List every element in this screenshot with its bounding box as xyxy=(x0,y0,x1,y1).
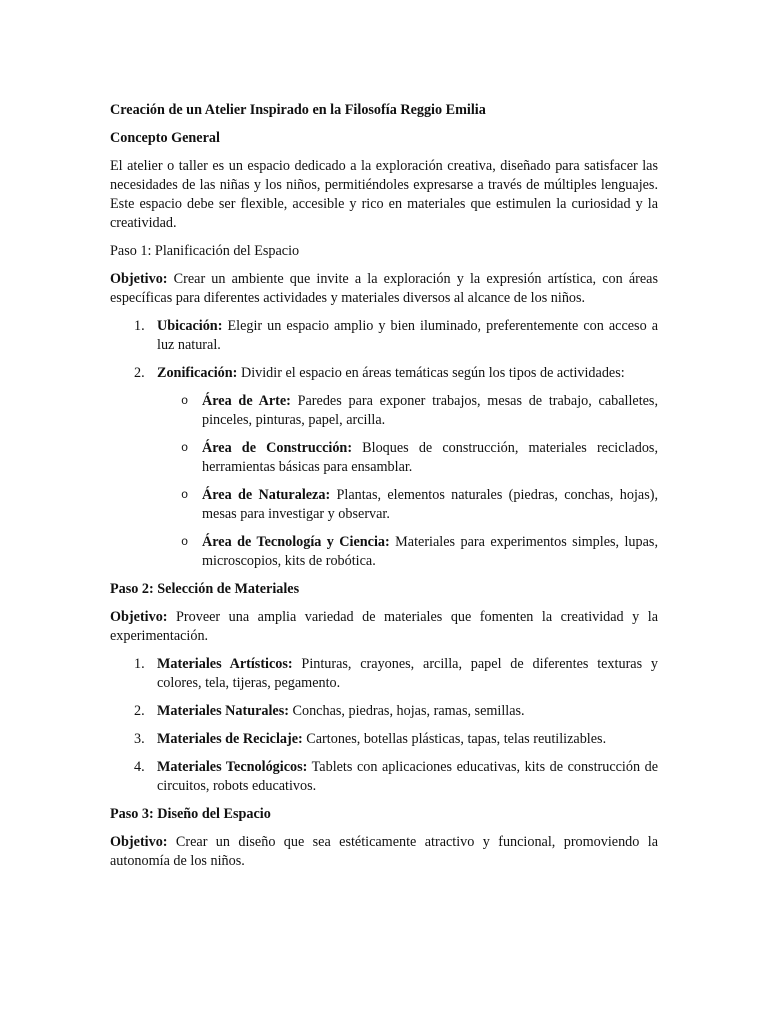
step1-objective-text: Crear un ambiente que invite a la exploración y la expresión artística, con áreas específicas para diferentes actividades y materiales diversos al alcance de los niños. xyxy=(110,271,658,306)
circle-bullet-icon: o xyxy=(181,535,189,549)
list-item-text: Conchas, piedras, hojas, ramas, semillas. xyxy=(288,703,525,719)
sublist-item-text: Paredes para exponer trabajos, mesas de trabajo, caballetes, pinceles, pinturas, papel, arcilla. xyxy=(202,393,658,428)
step3-objective xyxy=(110,833,658,871)
document-title: Creación de un Atelier Inspirado en la Filosofía Reggio Emilia xyxy=(110,102,486,118)
list-item-text: Tablets con aplicaciones educativas, kits de construcción de circuitos, robots educativos. xyxy=(157,759,658,794)
list-item xyxy=(110,730,658,749)
step2-objective-label: Objetivo: xyxy=(110,609,168,625)
step1-list xyxy=(110,317,658,571)
step2-objective xyxy=(110,608,658,646)
sublist-item-text: Plantas, elementos naturales (piedras, conchas, hojas), mesas para investigar y observar. xyxy=(202,487,658,522)
zone-sublist xyxy=(157,392,658,571)
list-number: 3. xyxy=(134,731,145,747)
list-number: 1. xyxy=(134,318,145,334)
step1-objective xyxy=(110,270,658,308)
list-item-label: Materiales Tecnológicos: xyxy=(157,759,308,775)
list-number: 1. xyxy=(134,656,145,672)
list-item xyxy=(110,317,658,355)
sublist-item xyxy=(157,486,658,524)
step1-objective-label: Objetivo: xyxy=(110,271,168,287)
list-item-text: Cartones, botellas plásticas, tapas, telas reutilizables. xyxy=(302,731,607,747)
list-item-text: Dividir el espacio en áreas temáticas según los tipos de actividades: xyxy=(237,365,625,381)
step3-objective-text: Crear un diseño que sea estéticamente atractivo y funcional, promoviendo la autonomía de los niños. xyxy=(110,834,658,869)
sublist-item-label: Área de Naturaleza: xyxy=(202,487,331,503)
step2-objective-text: Proveer una amplia variedad de materiales que fomenten la creatividad y la experimentación. xyxy=(110,609,658,644)
list-item xyxy=(110,655,658,693)
sublist-item-label: Área de Arte: xyxy=(202,393,291,409)
list-number: 2. xyxy=(134,365,145,381)
list-item-text: Elegir un espacio amplio y bien iluminado, preferentemente con acceso a luz natural. xyxy=(157,318,658,353)
list-item xyxy=(110,364,658,571)
list-item xyxy=(110,758,658,796)
concept-heading: Concepto General xyxy=(110,130,220,146)
step3-objective-label: Objetivo: xyxy=(110,834,168,850)
list-item-text: Pinturas, crayones, arcilla, papel de diferentes texturas y colores, tela, tijeras, pegamento. xyxy=(157,656,658,691)
list-item-label: Materiales Naturales: xyxy=(157,703,289,719)
sublist-item-text: Materiales para experimentos simples, lupas, microscopios, kits de robótica. xyxy=(202,534,658,569)
step2-list xyxy=(110,655,658,796)
sublist-item-text: Bloques de construcción, materiales reciclados, herramientas básicas para ensamblar. xyxy=(202,440,658,475)
list-item-label: Materiales Artísticos: xyxy=(157,656,293,672)
sublist-item-label: Área de Tecnología y Ciencia: xyxy=(202,534,390,550)
circle-bullet-icon: o xyxy=(181,441,189,455)
list-item-label: Zonificación: xyxy=(157,365,238,381)
sublist-item xyxy=(157,392,658,430)
list-number: 4. xyxy=(134,759,145,775)
sublist-item xyxy=(157,439,658,477)
circle-bullet-icon: o xyxy=(181,488,189,502)
document-body xyxy=(110,101,658,880)
list-item-label: Materiales de Reciclaje: xyxy=(157,731,303,747)
list-item-label: Ubicación: xyxy=(157,318,223,334)
sublist-item-label: Área de Construcción: xyxy=(202,440,353,456)
sublist-item xyxy=(157,533,658,571)
circle-bullet-icon: o xyxy=(181,394,189,408)
step2-heading: Paso 2: Selección de Materiales xyxy=(110,581,300,597)
concept-paragraph: El atelier o taller es un espacio dedicado a la exploración creativa, diseñado para satisfacer las necesidades de las niñas y los niños, permitiéndoles expresarse a través de múltiples lenguajes. Este espacio debe ser flexible, accesible y rico en materiales que estimulen la curiosidad y la creatividad. xyxy=(110,158,658,231)
list-number: 2. xyxy=(134,703,145,719)
step3-heading: Paso 3: Diseño del Espacio xyxy=(110,806,271,822)
list-item xyxy=(110,702,658,721)
step1-heading: Paso 1: Planificación del Espacio xyxy=(110,243,300,259)
